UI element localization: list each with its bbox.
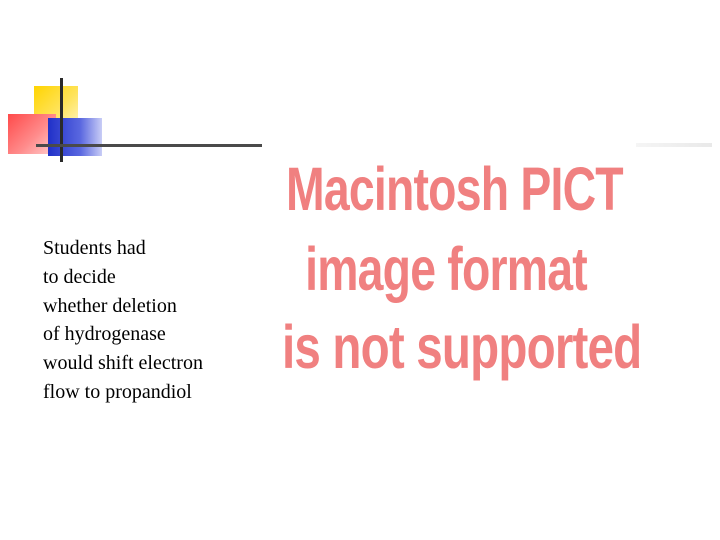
faded-rule xyxy=(636,143,712,147)
body-text xyxy=(43,234,248,407)
placeholder-line: is not supported xyxy=(282,313,642,382)
vertical-rule xyxy=(60,78,63,162)
placeholder-line: image format xyxy=(305,235,587,304)
decorative-logo xyxy=(8,78,108,168)
body-line: of hydrogenase xyxy=(43,323,166,346)
body-line: flow to propandiol xyxy=(43,380,192,403)
body-line: whether deletion xyxy=(43,294,177,317)
body-line: to decide xyxy=(43,265,116,288)
blue-square-decoration xyxy=(48,118,102,156)
placeholder-line: Macintosh PICT xyxy=(286,155,623,224)
unsupported-image-placeholder xyxy=(246,150,646,390)
body-line: Students had xyxy=(43,237,146,259)
horizontal-rule xyxy=(36,144,262,147)
body-line: would shift electron xyxy=(43,352,203,375)
